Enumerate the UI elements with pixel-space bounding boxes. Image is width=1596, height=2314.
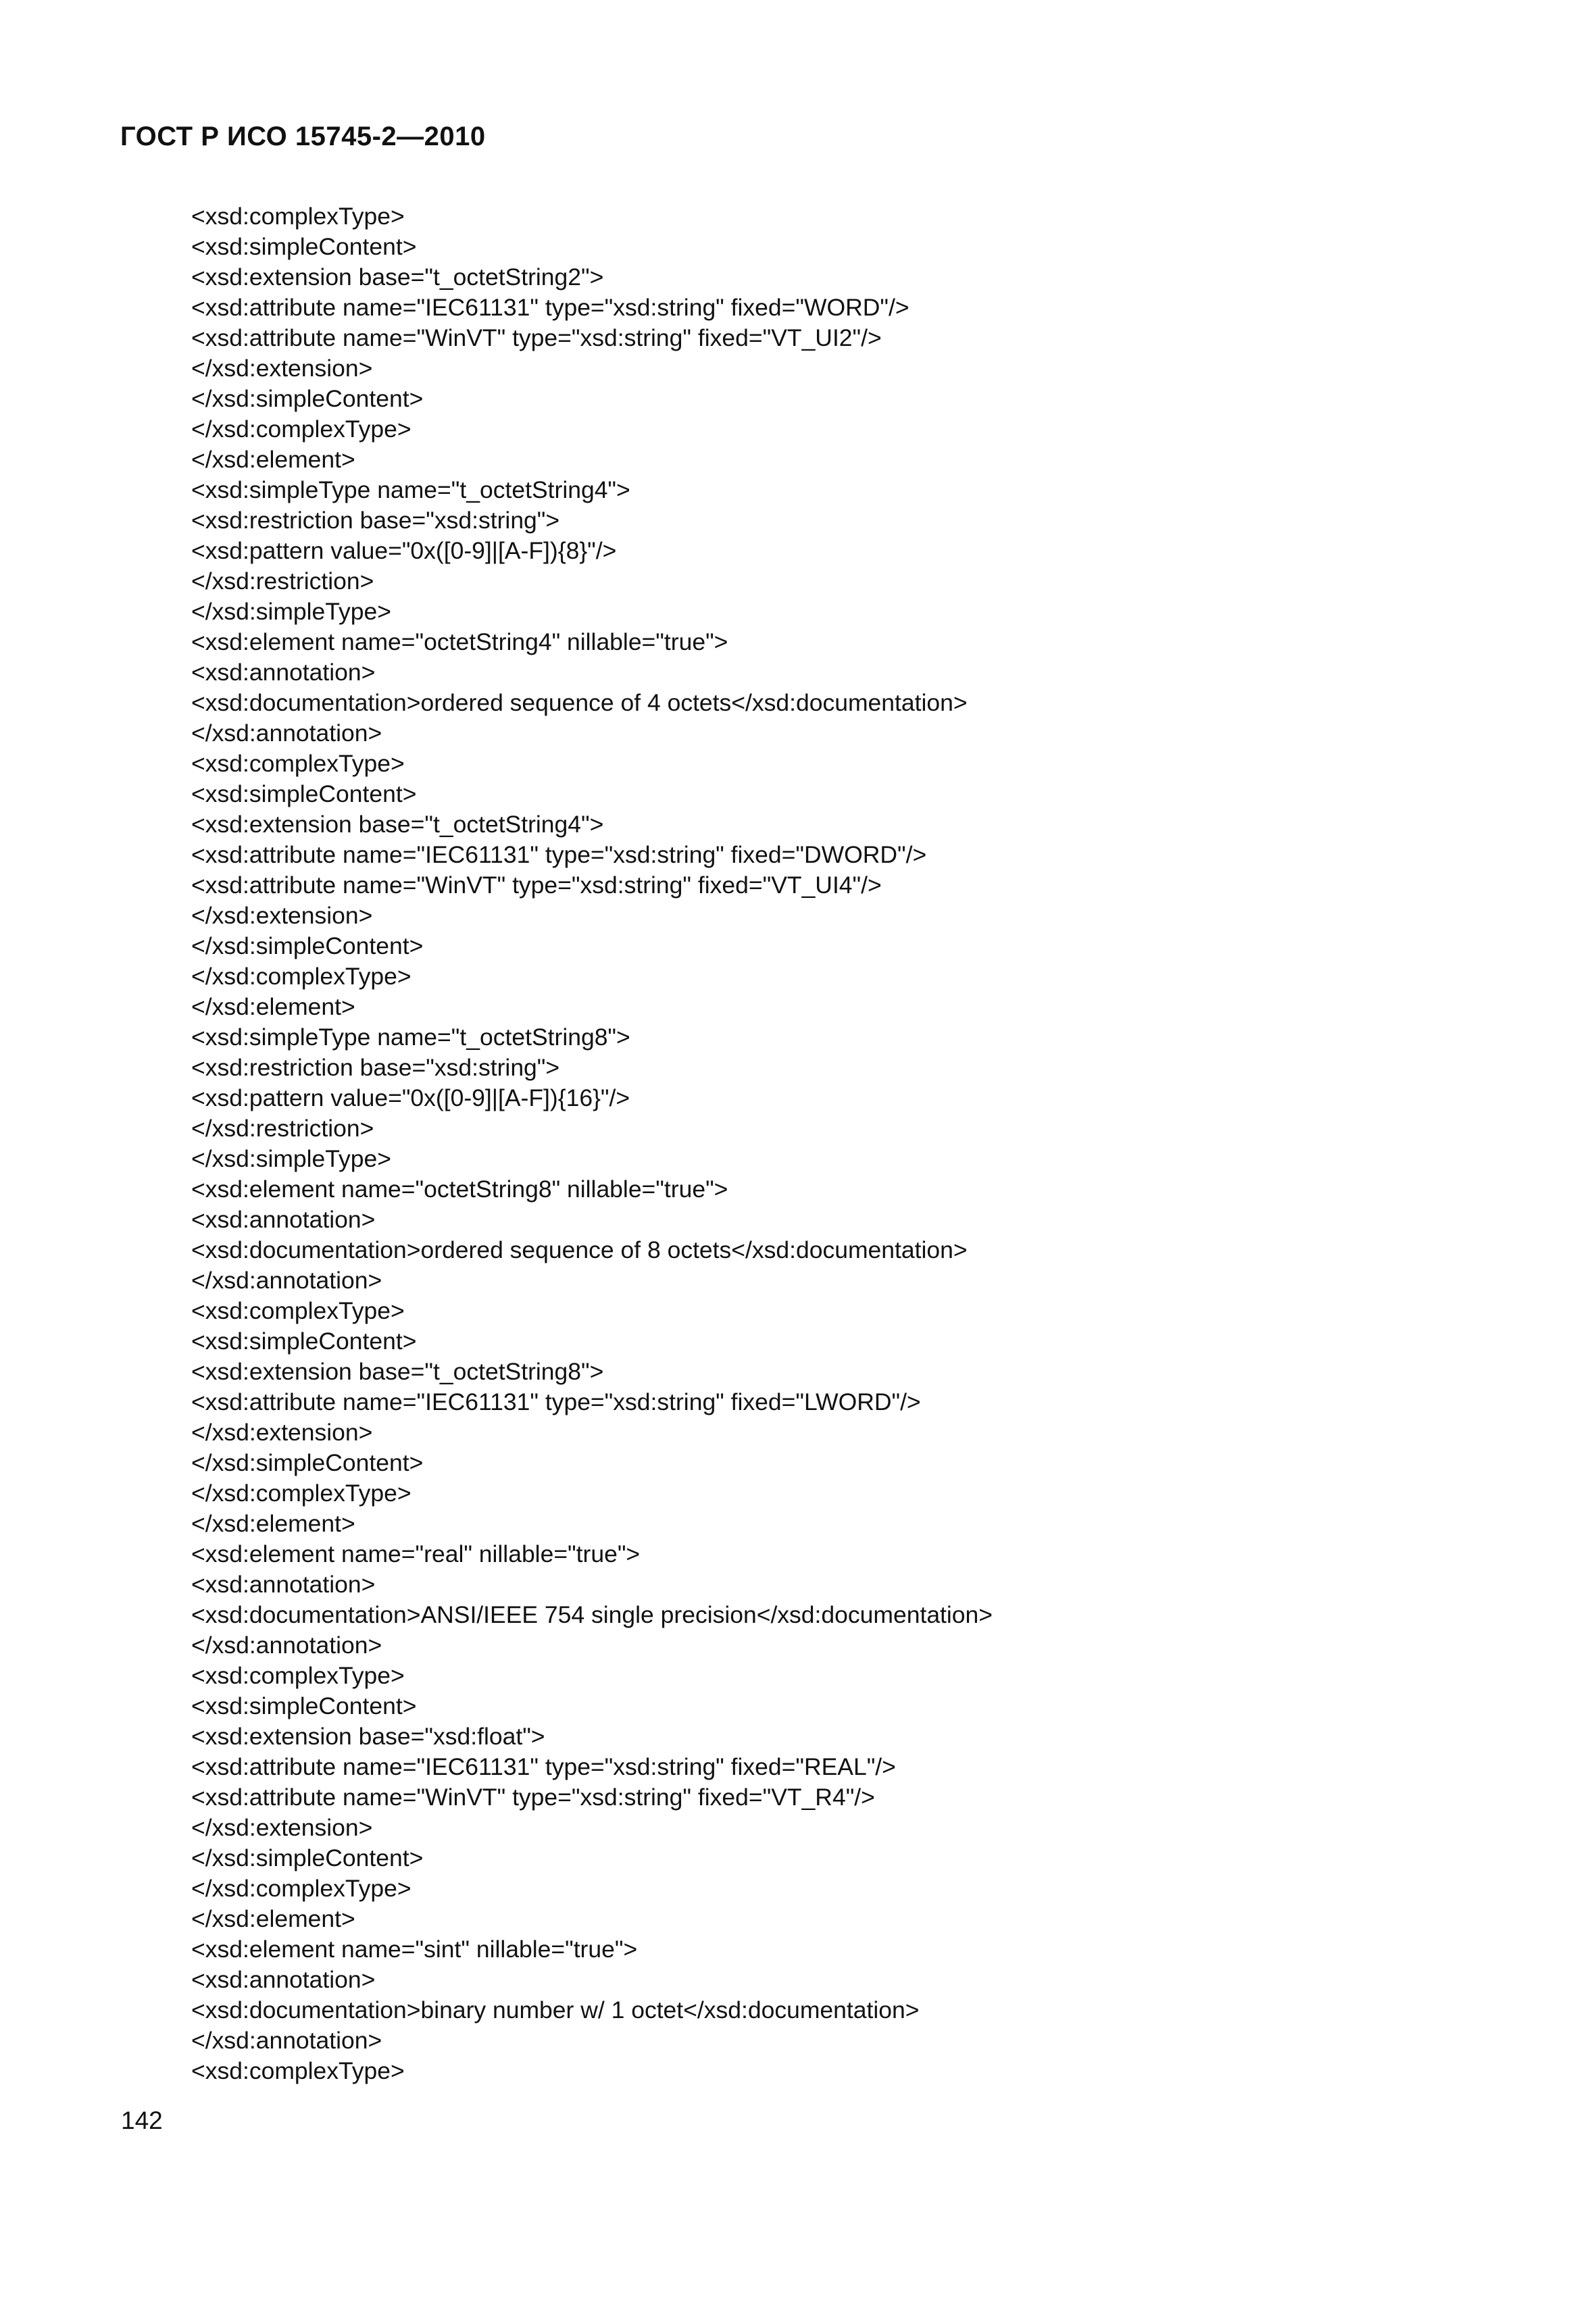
code-line: <xsd:element name="sint" nillable="true">	[191, 1936, 638, 1963]
code-line: </xsd:restriction>	[191, 568, 374, 595]
code-line: </xsd:element>	[191, 993, 355, 1020]
code-line: <xsd:annotation>	[191, 1206, 376, 1233]
document-header: ГОСТ Р ИСО 15745-2—2010	[120, 122, 486, 151]
code-line: <xsd:extension base="t_octetString4">	[191, 811, 604, 838]
code-line: <xsd:simpleType name="t_octetString8">	[191, 1024, 630, 1051]
code-line: <xsd:pattern value="0x([0-9]|[A-F]){16}"/>	[191, 1084, 630, 1111]
code-line: <xsd:simpleContent>	[191, 780, 417, 807]
code-line: <xsd:attribute name="WinVT" type="xsd:string" fixed="VT_UI2"/>	[191, 324, 882, 351]
xsd-code-listing	[191, 201, 1509, 2086]
code-line: <xsd:attribute name="IEC61131" type="xsd:string" fixed="LWORD"/>	[191, 1388, 921, 1415]
code-line: </xsd:simpleContent>	[191, 932, 424, 959]
code-line: <xsd:documentation>ANSI/IEEE 754 single precision</xsd:documentation>	[191, 1601, 993, 1628]
code-line: </xsd:simpleType>	[191, 598, 391, 625]
code-line: <xsd:attribute name="WinVT" type="xsd:string" fixed="VT_UI4"/>	[191, 872, 882, 899]
code-line: </xsd:annotation>	[191, 2027, 382, 2054]
code-line: </xsd:annotation>	[191, 1267, 382, 1294]
code-line: <xsd:attribute name="WinVT" type="xsd:string" fixed="VT_R4"/>	[191, 1784, 875, 1811]
code-line: <xsd:documentation>ordered sequence of 4 octets</xsd:documentation>	[191, 689, 968, 716]
code-line: <xsd:attribute name="IEC61131" type="xsd:string" fixed="WORD"/>	[191, 294, 909, 321]
code-line: </xsd:element>	[191, 1510, 355, 1537]
code-line: <xsd:complexType>	[191, 1297, 405, 1324]
code-line: </xsd:extension>	[191, 1814, 373, 1841]
code-line: </xsd:annotation>	[191, 1632, 382, 1659]
code-line: <xsd:simpleType name="t_octetString4">	[191, 476, 630, 503]
code-line: <xsd:attribute name="IEC61131" type="xsd:string" fixed="REAL"/>	[191, 1753, 896, 1780]
code-line: <xsd:restriction base="xsd:string">	[191, 507, 560, 534]
code-line: <xsd:element name="octetString8" nillable="true">	[191, 1176, 728, 1203]
code-line: </xsd:simpleContent>	[191, 385, 424, 412]
code-line: <xsd:extension base="xsd:float">	[191, 1723, 545, 1750]
code-line: </xsd:complexType>	[191, 963, 412, 990]
code-line: </xsd:complexType>	[191, 416, 412, 443]
code-line: <xsd:element name="octetString4" nillable="true">	[191, 628, 728, 655]
code-line: <xsd:attribute name="IEC61131" type="xsd:string" fixed="DWORD"/>	[191, 841, 927, 868]
code-line: </xsd:complexType>	[191, 1875, 412, 1902]
code-line: </xsd:simpleContent>	[191, 1449, 424, 1476]
code-line: <xsd:pattern value="0x([0-9]|[A-F]){8}"/>	[191, 537, 617, 564]
code-line: <xsd:documentation>binary number w/ 1 octet</xsd:documentation>	[191, 1996, 920, 2023]
code-line: <xsd:annotation>	[191, 1966, 376, 1993]
code-line: <xsd:simpleContent>	[191, 1692, 417, 1719]
code-line: </xsd:complexType>	[191, 1480, 412, 1507]
code-line: <xsd:complexType>	[191, 750, 405, 777]
code-line: </xsd:extension>	[191, 355, 373, 382]
code-line: </xsd:restriction>	[191, 1115, 374, 1142]
code-line: <xsd:documentation>ordered sequence of 8 octets</xsd:documentation>	[191, 1236, 968, 1263]
code-line: <xsd:extension base="t_octetString2">	[191, 263, 604, 291]
code-line: </xsd:annotation>	[191, 720, 382, 747]
code-line: <xsd:complexType>	[191, 203, 405, 230]
code-line: </xsd:extension>	[191, 1419, 373, 1446]
code-line: </xsd:simpleType>	[191, 1145, 391, 1172]
code-line: <xsd:complexType>	[191, 1662, 405, 1689]
code-line: <xsd:simpleContent>	[191, 1328, 417, 1355]
code-line: <xsd:element name="real" nillable="true">	[191, 1540, 641, 1567]
code-line: <xsd:simpleContent>	[191, 233, 417, 260]
code-line: </xsd:extension>	[191, 902, 373, 929]
code-line: <xsd:restriction base="xsd:string">	[191, 1054, 560, 1081]
code-line: </xsd:simpleContent>	[191, 1844, 424, 1871]
code-line: <xsd:annotation>	[191, 1571, 376, 1598]
code-line: <xsd:complexType>	[191, 2057, 405, 2084]
code-line: </xsd:element>	[191, 1905, 355, 1932]
code-line: <xsd:extension base="t_octetString8">	[191, 1358, 604, 1385]
page-number: 142	[121, 2107, 163, 2134]
code-line: </xsd:element>	[191, 446, 355, 473]
code-line: <xsd:annotation>	[191, 659, 376, 686]
